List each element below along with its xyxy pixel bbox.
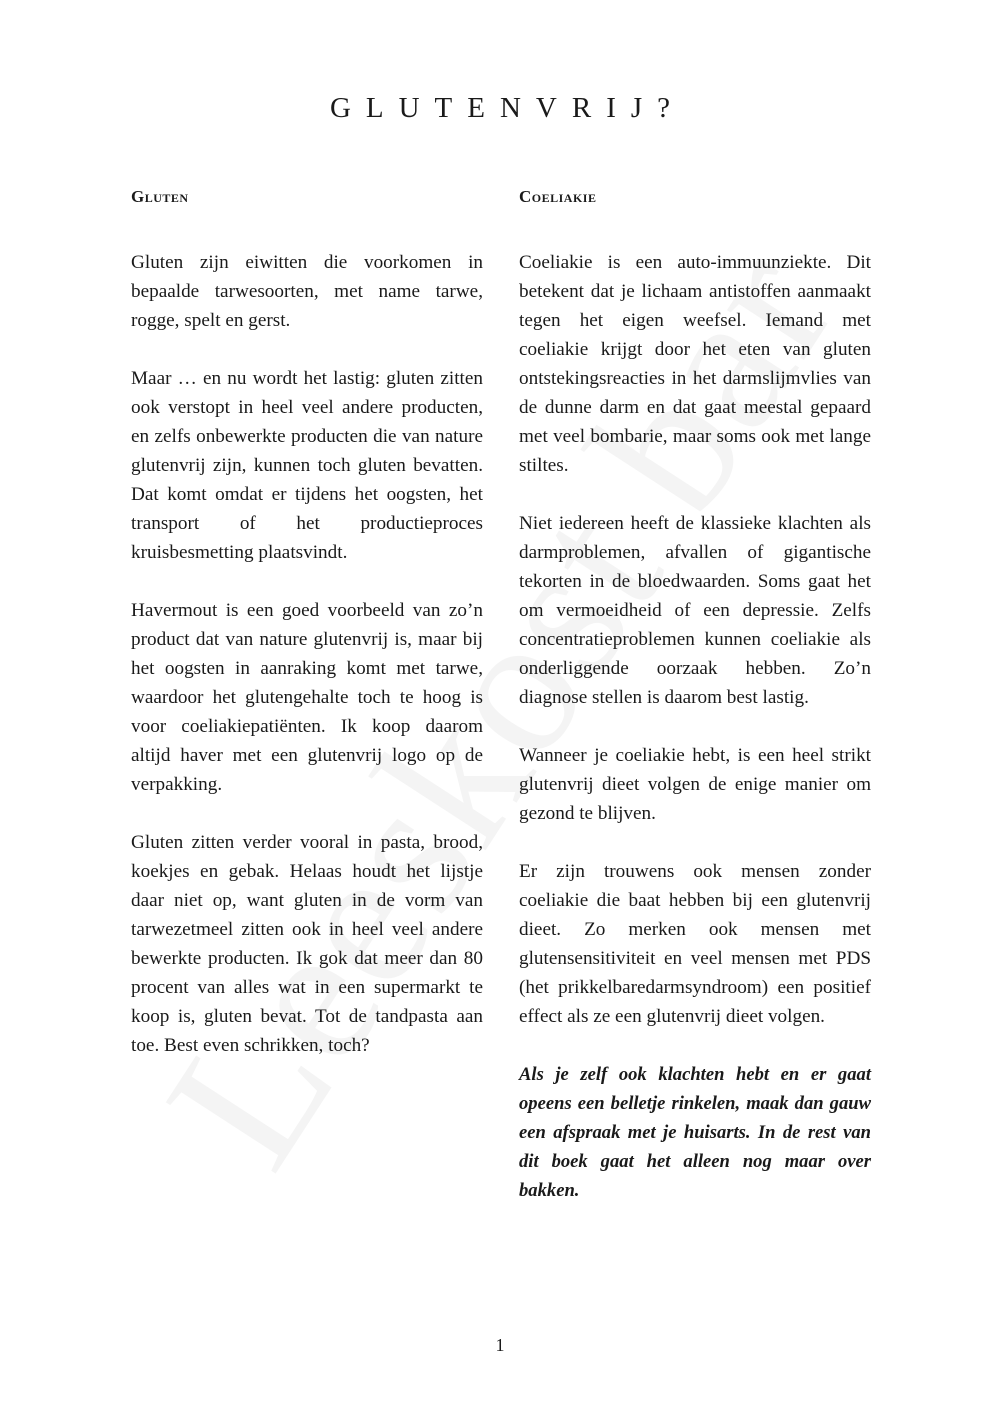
paragraph: Coeliakie is een auto-immuunziekte. Dit betekent dat je lichaam antistoffen aanmaakt tegen het eigen weefsel. Iemand met coeliakie krijgt door het eten van gluten ontstekingsreacties in het darmslijmvlies van de dunne darm en dat gaat meestal gepaard met veel bombarie, maar soms ook met lange stiltes. (519, 252, 871, 476)
paragraph: Er zijn trouwens ook mensen zonder coeliakie die baat hebben bij een glutenvrij dieet. Zo merken ook mensen met glutensensitiviteit en veel mensen met PDS (het prikkelbaredarmsyndroom) een positief effect als ze een glutenvrij dieet volgen. (519, 861, 871, 1027)
section-heading-coeliakie: Coeliakie (519, 187, 597, 206)
page-title: GLUTENVRIJ? (329, 92, 686, 124)
paragraph: Gluten zitten verder vooral in pasta, brood, koekjes en gebak. Helaas houdt het lijstje daar niet op, want gluten in de vorm van tarwezetmeel zitten ook in heel veel andere bewerkte producten. Ik gok dat meer dan 80 procent van alles wat in een supermarkt te koop is, gluten bevat. Tot de tandpasta aan toe. Best even schrikken, toch? (131, 832, 483, 1056)
paragraph: Niet iedereen heeft de klassieke klachten als darmproblemen, afvallen of gigantische tekorten in de bloedwaarden. Soms gaat het om vermoeidheid of een depressie. Zelfs concentratieproblemen kunnen coeliakie als onderliggende oorzaak hebben. Zo’n diagnose stellen is daarom best lastig. (519, 513, 871, 708)
page-number: 1 (495, 1335, 505, 1355)
paragraph: Havermout is een goed voorbeeld van zo’n product dat van nature glutenvrij is, maar bij het oogsten in aanraking komt met tarwe, waardoor het glutengehalte toch te hoog is voor coeliakiepatiënten. Ik koop daarom altijd haver met een glutenvrij logo op de verpakking. (131, 600, 483, 795)
section-heading-gluten: Gluten (131, 187, 189, 206)
paragraph: Gluten zijn eiwitten die voorkomen in bepaalde tarwesoorten, met name tarwe, rogge, spelt en gerst. (131, 252, 483, 331)
paragraph: Wanneer je coeliakie hebt, is een heel strikt glutenvrij dieet volgen de enige manier om gezond te blijven. (519, 745, 871, 824)
right-column (519, 184, 871, 1234)
paragraph: Maar … en nu wordt het lastig: gluten zitten ook verstopt in heel veel andere producten, en zelfs onbewerkte producten die van nature glutenvrij zijn, kunnen toch gluten bevatten. Dat komt omdat er tijdens het oogsten, het transport of het productieproces kruisbesmetting plaatsvindt. (131, 368, 483, 563)
closing-note: Als je zelf ook klachten hebt en er gaat opeens een belletje rinkelen, maak dan gauw een afspraak met je huisarts. In de rest van dit boek gaat het alleen nog maar over bakken. (519, 1064, 871, 1201)
left-column (131, 184, 483, 1089)
